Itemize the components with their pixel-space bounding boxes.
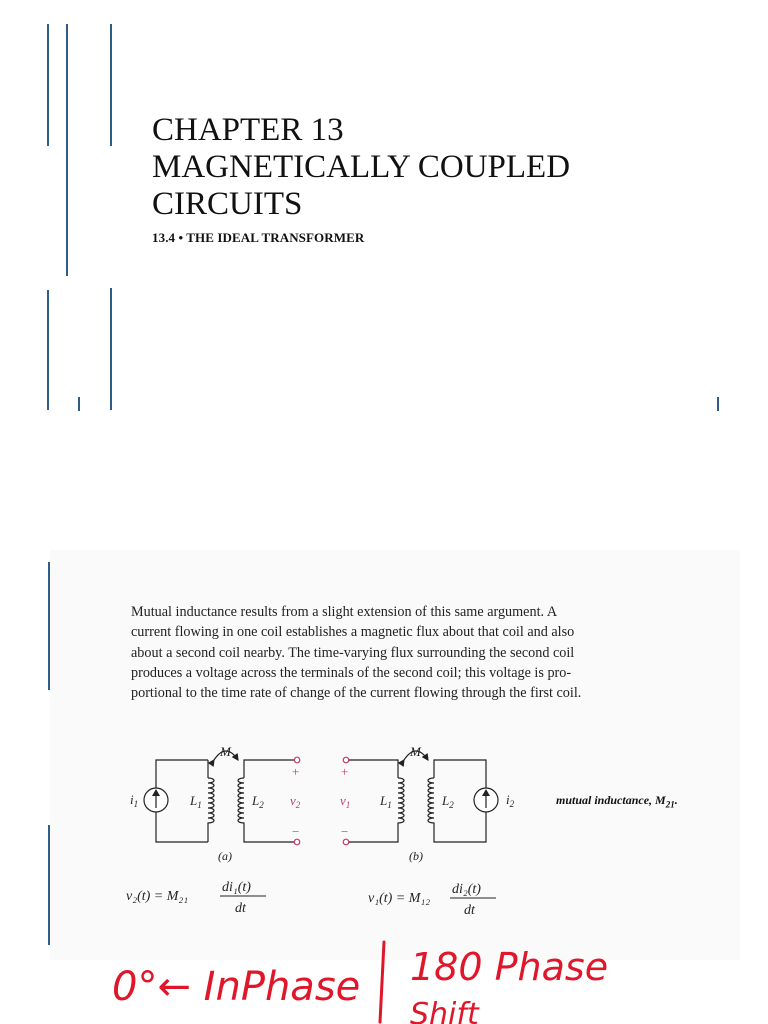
accent-tick [78,397,80,411]
handwriting-divider [380,942,384,1022]
section-subtitle: 13.4 • THE IDEAL TRANSFORMER [152,230,365,245]
source-arrowheads [152,789,490,796]
title-line: CHAPTER 13 [152,112,344,148]
coil1-sub: 1 [197,800,202,810]
paragraph-line: produces a voltage across the terminals of the second coil; this voltage is pro- [131,664,572,681]
accent-bar [47,24,49,146]
wire [244,824,294,842]
chapter-title [152,112,712,223]
paragraph-line: about a second coil nearby. The time-varying flux surrounding the second coil [131,644,575,661]
title-line: MAGNETICALLY COUPLED [152,149,571,185]
svg-text:v2 [290,793,301,810]
paragraph-line: Mutual inductance results from a slight extension of this same argument. A [131,604,558,620]
equation-a [124,874,284,918]
accent-bar [110,24,112,146]
caption-b: (b) [409,849,423,863]
coil1-label: L [380,793,388,808]
terminal [294,839,300,845]
title-line: CIRCUITS [152,186,303,222]
wire [349,824,398,842]
coil-l1 [208,778,214,824]
accent-bar [47,290,49,410]
mutual-label: M [410,744,421,759]
coil1-sub: 1 [387,800,392,810]
equation-lhs: v₂(t) = M₂₁ [126,889,189,904]
svg-text:v1 [340,793,350,810]
equation-denominator: dt [235,901,246,916]
svg-text:L2 [251,793,264,810]
equation-b [366,876,526,920]
caption-a: (a) [218,849,232,863]
svg-text:L1 [379,793,392,810]
equation-lhs: v₁(t) = M₁₂ [368,891,431,906]
svg-text:i1 [130,792,138,809]
coil2-sub: 2 [259,800,264,810]
terminal [294,757,300,763]
plus-sign: + [292,764,300,779]
svg-text:i2 [506,792,515,809]
paragraph-line: current flowing in one coil establishes a magnetic flux about that coil and also [131,624,575,641]
source-sub: 2 [509,799,515,809]
textbook-paragraph [131,602,641,703]
svg-text:L1 [189,793,202,810]
minus-sign: − [292,824,300,839]
accent-tick [717,397,719,411]
voltage-sub: 1 [345,800,351,810]
terminal [343,839,349,845]
equation-denominator: dt [464,903,475,918]
coil2-label: L [442,793,450,808]
paragraph-line: portional to the time rate of change of the current flowing through the first coil. [131,685,582,702]
source-sub: 1 [133,799,139,809]
voltage-label: v [290,793,296,808]
handwriting-right-line2: Shift [410,997,479,1024]
coil-l1 [398,778,404,824]
mutual-label: M [220,744,231,759]
voltage-label: v [340,793,346,808]
svg-text:L2 [441,793,454,810]
minus-sign: − [341,824,349,839]
source-label: i [506,792,510,807]
accent-bar [66,24,68,276]
handwritten-annotation [0,930,768,1024]
coil-l2 [238,778,244,824]
equation-numerator: di₂(t) [452,882,481,897]
mutual-inductance-label: mutual inductance, $M_{21}$. [556,793,678,810]
handwriting-right: 180 Phase [410,945,609,989]
accent-bar [110,288,112,410]
coil-l2 [428,778,434,824]
wire [349,760,398,778]
equation-numerator: di₁(t) [222,880,251,895]
terminal [343,757,349,763]
source-label: i [130,792,134,807]
plus-sign: + [341,764,349,779]
coil2-label: L [252,793,260,808]
coil1-label: L [190,793,198,808]
coil2-sub: 2 [449,800,454,810]
wire [244,760,294,778]
voltage-sub: 2 [295,800,301,810]
handwriting-left: 0°← InPhase [112,964,361,1010]
